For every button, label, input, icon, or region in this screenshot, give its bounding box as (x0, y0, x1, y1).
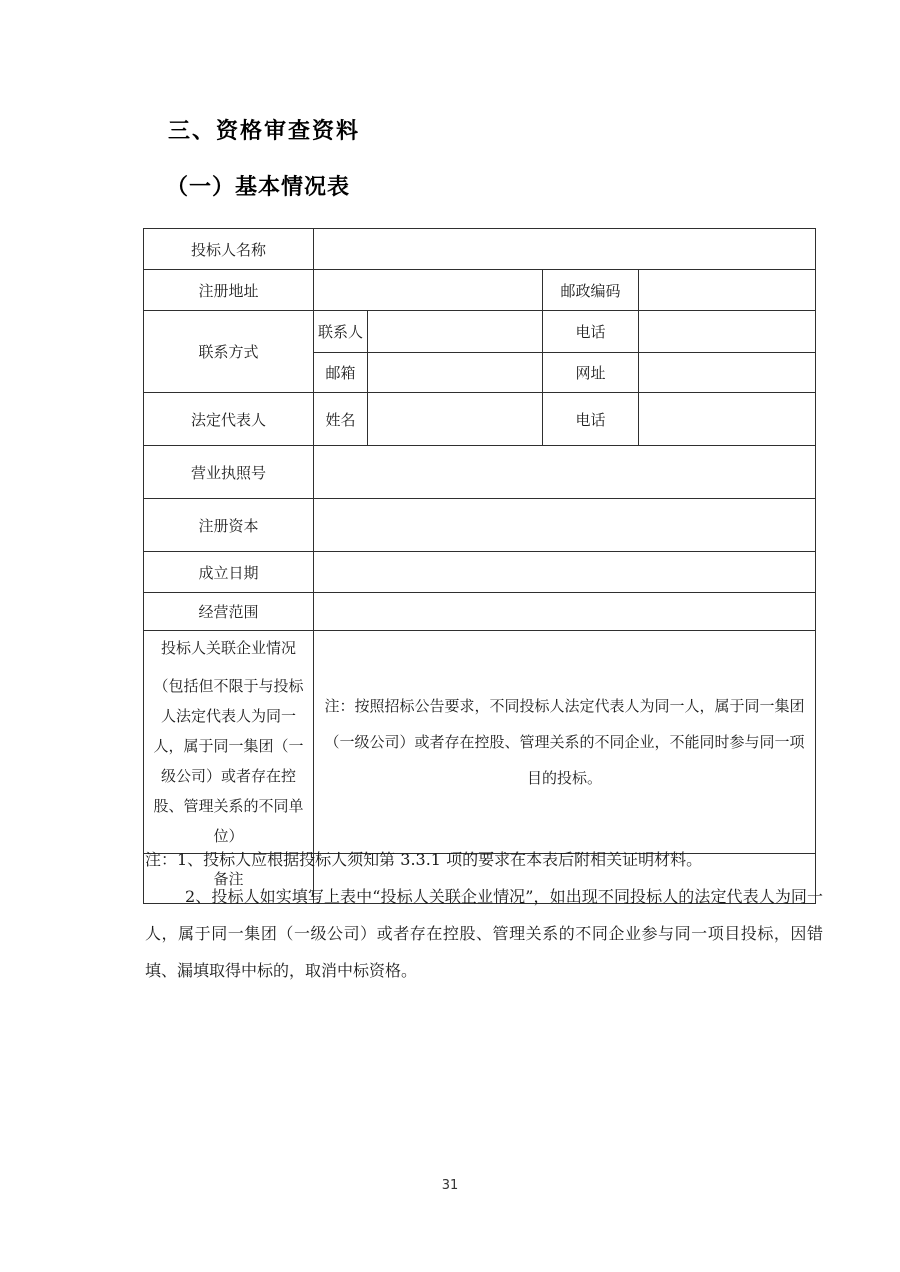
cell-label-phone: 电话 (543, 311, 639, 353)
footnote-2: 2、投标人如实填写上表中“投标人关联企业情况”，如出现不同投标人的法定代表人为同一人，属于同一集团（一级公司）或者存在控股、管理关系的不同企业参与同一项目投标，因错填、漏填取得中标的，取消中标资格。 (145, 887, 823, 980)
table-row (144, 593, 816, 631)
cell-value-registered-capital (314, 499, 816, 552)
page-number: 31 (441, 1178, 459, 1193)
table-row (144, 393, 816, 446)
cell-value-legal-rep-name (368, 393, 543, 446)
table-row (144, 229, 816, 270)
section-title: 三、资格审查资料 (168, 118, 361, 144)
cell-value-legal-rep-phone (639, 393, 816, 446)
cell-label-registered-capital: 注册资本 (144, 499, 314, 552)
cell-value-website (639, 353, 816, 393)
table-row (144, 270, 816, 311)
cell-label-business-license: 营业执照号 (144, 446, 314, 499)
footnotes (145, 841, 823, 989)
cell-value-contact-person (368, 311, 543, 353)
table-row (144, 499, 816, 552)
cell-value-registered-address (314, 270, 543, 311)
cell-value-email (368, 353, 543, 393)
cell-label-affiliate-info (144, 631, 314, 854)
cell-value-contact-phone (639, 311, 816, 353)
cell-label-contact-person: 联系人 (314, 311, 368, 353)
table-row (144, 552, 816, 593)
cell-label-email: 邮箱 (314, 353, 368, 393)
cell-label-legal-representative: 法定代表人 (144, 393, 314, 446)
cell-label-phone2: 电话 (543, 393, 639, 446)
cell-label-remarks: 备注 (144, 854, 314, 904)
table-row (144, 311, 816, 353)
footnote-1: 注：1、投标人应根据投标人须知第 3.3.1 项的要求在本表后附相关证明材料。 (145, 850, 703, 869)
cell-label-business-scope: 经营范围 (144, 593, 314, 631)
cell-value-bidder-name (314, 229, 816, 270)
cell-label-bidder-name: 投标人名称 (144, 229, 314, 270)
cell-value-business-scope (314, 593, 816, 631)
table-row (144, 631, 816, 854)
basic-info-table (143, 228, 816, 904)
table-row (144, 446, 816, 499)
cell-value-business-license (314, 446, 816, 499)
cell-value-establish-date (314, 552, 816, 593)
cell-label-website: 网址 (543, 353, 639, 393)
affiliate-title: 投标人关联企业情况 (160, 639, 296, 657)
affiliate-subtitle: （包括但不限于与投标人法定代表人为同一人，属于同一集团（一级公司）或者存在控股、管理关系的不同单位） (153, 677, 304, 845)
cell-label-postal-code: 邮政编码 (543, 270, 639, 311)
subsection-title: （一）基本情况表 (166, 174, 351, 200)
cell-value-postal-code (639, 270, 816, 311)
cell-label-contact-method: 联系方式 (144, 311, 314, 393)
cell-value-affiliate-note: 注：按照招标公告要求，不同投标人法定代表人为同一人，属于同一集团（一级公司）或者存在控股、管理关系的不同企业，不能同时参与同一项目的投标。 (314, 631, 816, 854)
cell-label-establish-date: 成立日期 (144, 552, 314, 593)
cell-label-name: 姓名 (314, 393, 368, 446)
cell-label-registered-address: 注册地址 (144, 270, 314, 311)
